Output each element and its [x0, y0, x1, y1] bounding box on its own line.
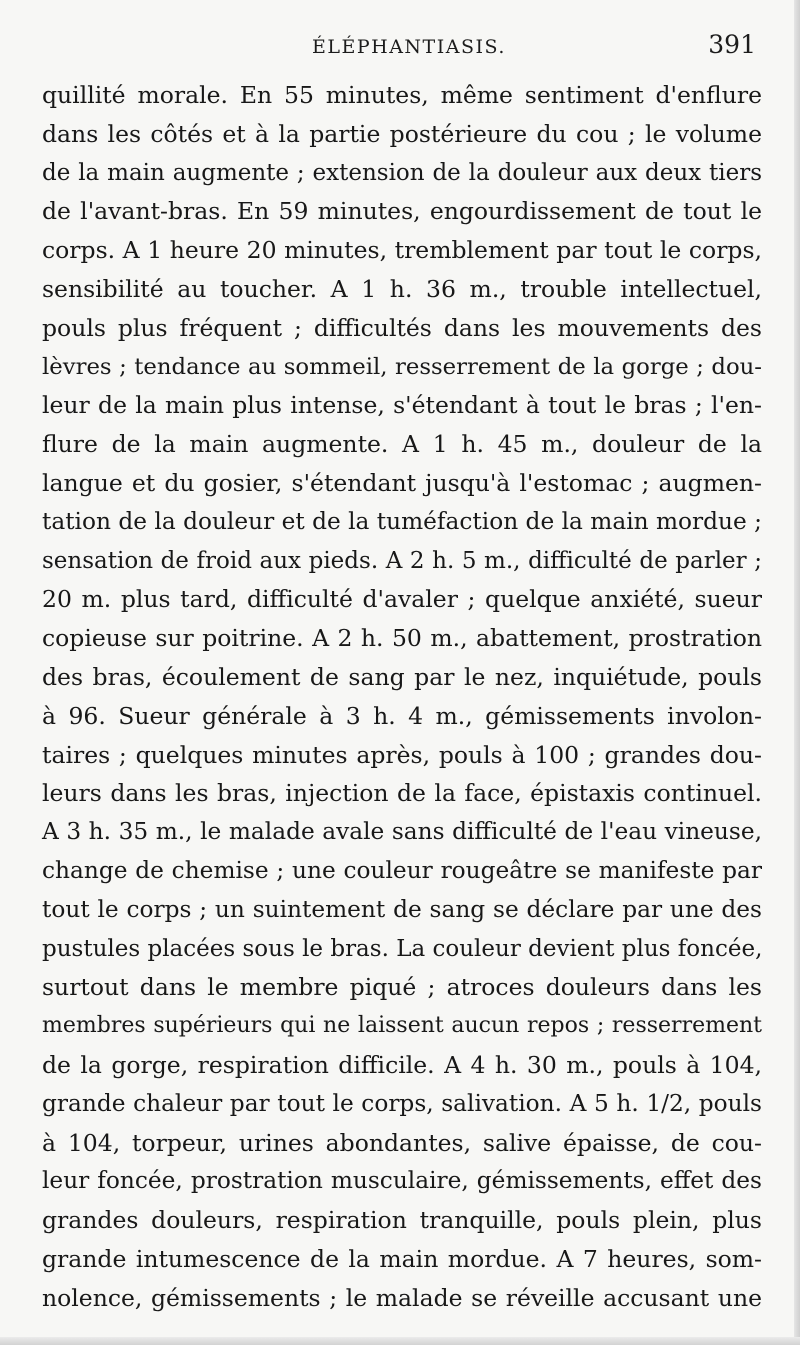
text-line: grande intumescence de la main mordue. A 7 heures, som- — [42, 1244, 762, 1273]
text-line: dans les côtés et à la partie postérieure du cou ; le volume — [42, 119, 762, 148]
text-line: surtout dans le membre piqué ; atroces douleurs dans les — [42, 973, 762, 1002]
text-line: sensation de froid aux pieds. A 2 h. 5 m., difficulté de parler ; — [42, 547, 762, 574]
page-edge-bottom — [0, 1337, 800, 1345]
text-line: leur foncée, prostration musculaire, gémissements, effet des — [42, 1167, 762, 1195]
text-line: quillité morale. En 55 minutes, même sentiment d'enflure — [42, 81, 762, 109]
page-edge-right — [794, 0, 800, 1345]
body-text — [42, 76, 762, 1318]
text-line: copieuse sur poitrine. A 2 h. 50 m., abattement, prostration — [42, 624, 762, 653]
text-line: des bras, écoulement de sang par le nez, inquiétude, pouls — [42, 662, 762, 691]
text-line: tout le corps ; un suintement de sang se déclare par une des — [42, 895, 762, 923]
text-line: leurs dans les bras, injection de la face, épistaxis continuel. — [42, 779, 762, 808]
text-line: leur de la main plus intense, s'étendant à tout le bras ; l'en- — [42, 391, 762, 420]
text-line: de la gorge, respiration difficile. A 4 h. 30 m., pouls à 104, — [42, 1050, 762, 1079]
text-line: nolence, gémissements ; le malade se réveille accusant une — [42, 1283, 762, 1312]
text-line: langue et du gosier, s'étendant jusqu'à l'estomac ; augmen- — [42, 468, 762, 497]
text-line: corps. A 1 heure 20 minutes, tremblement par tout le corps, — [42, 236, 762, 265]
text-line: membres supérieurs qui ne laissent aucun repos ; resserrement — [42, 1013, 762, 1039]
text-line: change de chemise ; une couleur rougeâtre se manifeste par — [42, 856, 762, 884]
page-number: 391 — [708, 30, 756, 59]
text-line: à 104, torpeur, urines abondantes, salive épaisse, de cou- — [42, 1128, 762, 1157]
text-line: pouls plus fréquent ; difficultés dans les mouvements des — [42, 313, 762, 342]
page-header — [0, 30, 800, 70]
text-line: à 96. Sueur générale à 3 h. 4 m., gémissements involon- — [42, 701, 762, 730]
text-line: 20 m. plus tard, difficulté d'avaler ; quelque anxiété, sueur — [42, 585, 762, 614]
text-line: taires ; quelques minutes après, pouls à 100 ; grandes dou- — [42, 740, 762, 769]
text-line: de la main augmente ; extension de la douleur aux deux tiers — [42, 159, 762, 186]
text-line: de l'avant-bras. En 59 minutes, engourdissement de tout le — [42, 197, 762, 226]
text-line: grandes douleurs, respiration tranquille, pouls plein, plus — [42, 1206, 762, 1235]
text-line: flure de la main augmente. A 1 h. 45 m., douleur de la — [42, 430, 762, 459]
text-line: A 3 h. 35 m., le malade avale sans difficulté de l'eau vineuse, — [42, 818, 762, 846]
text-line: lèvres ; tendance au sommeil, resserrement de la gorge ; dou- — [42, 353, 762, 380]
text-line: grande chaleur par tout le corps, salivation. A 5 h. 1/2, pouls — [42, 1089, 762, 1117]
running-head: ÉLÉPHANTIASIS. — [312, 36, 506, 58]
text-line: tation de la douleur et de la tuméfaction de la main mordue ; — [42, 507, 762, 535]
text-line: sensibilité au toucher. A 1 h. 36 m., trouble intellectuel, — [42, 274, 762, 303]
text-line: pustules placées sous le bras. La couleur devient plus foncée, — [42, 935, 763, 962]
